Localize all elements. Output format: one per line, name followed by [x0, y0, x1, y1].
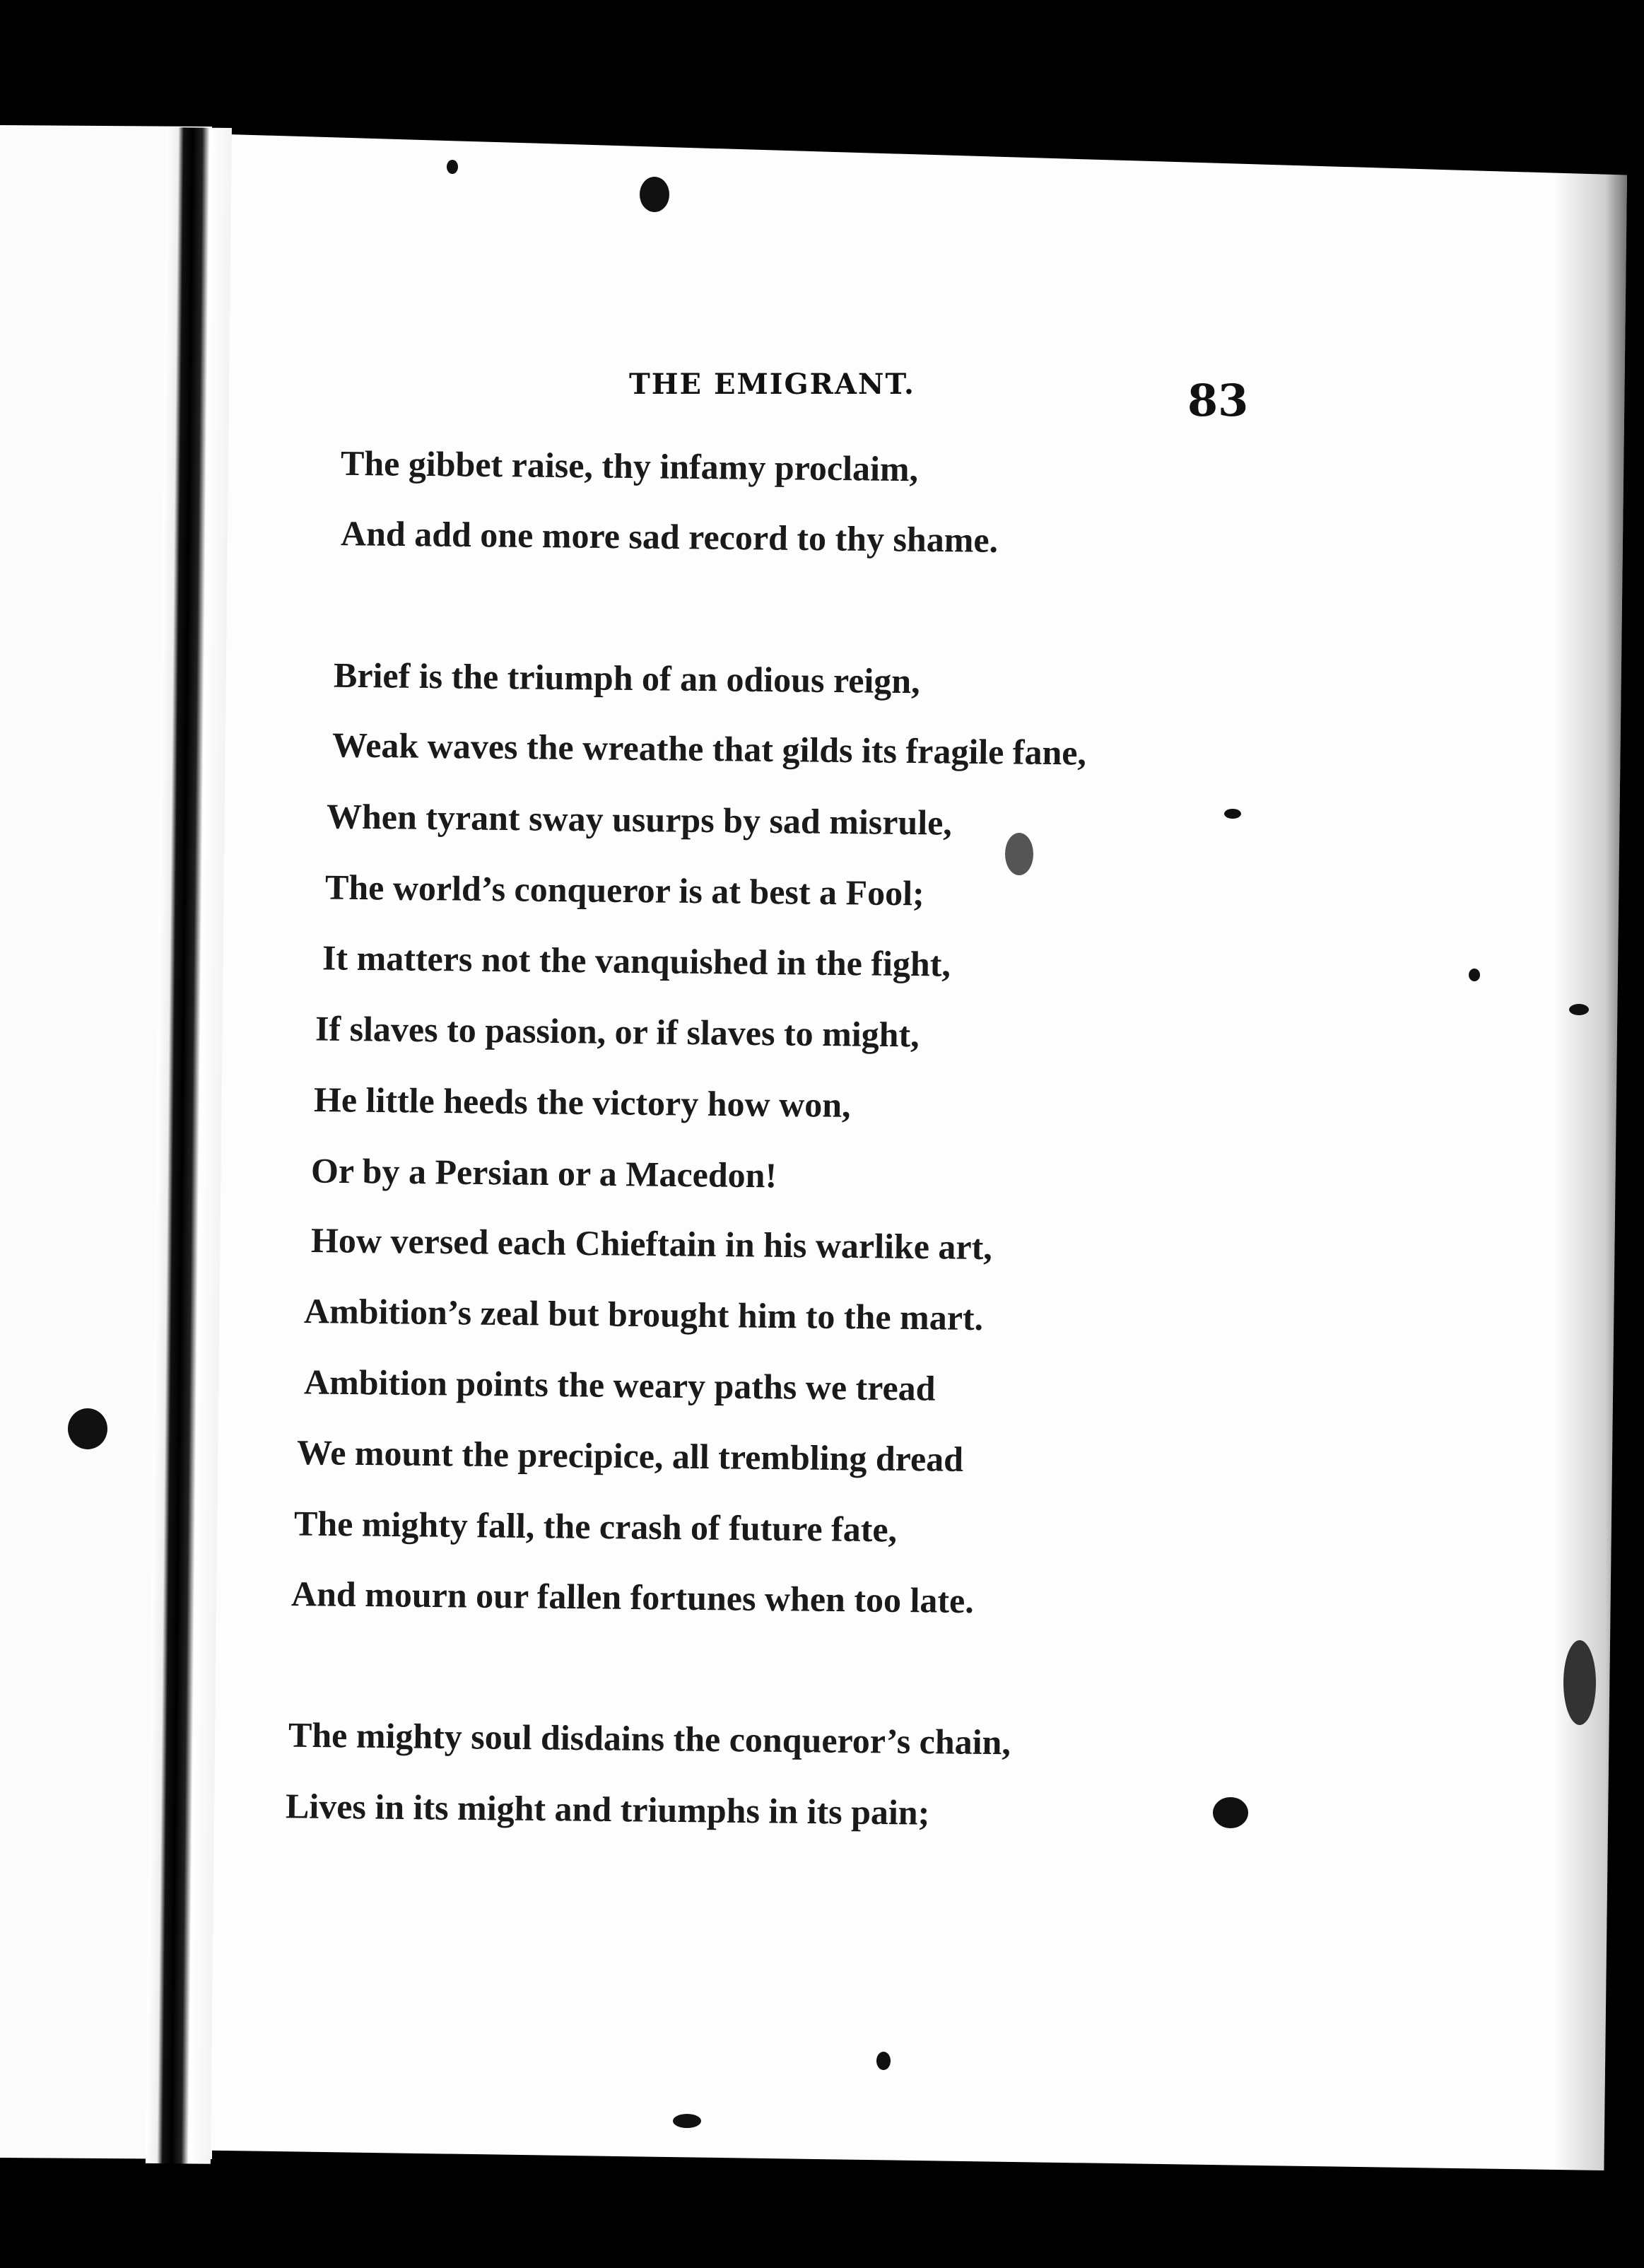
- poem-line: And mourn our fallen fortunes when too late.: [290, 1573, 975, 1621]
- running-title: THE EMIGRANT.: [629, 368, 915, 401]
- poem-line: Lives in its might and triumphs in its pain;: [285, 1786, 930, 1832]
- ink-speck: [447, 160, 458, 174]
- poem-line: Or by a Persian or a Macedon!: [310, 1150, 777, 1196]
- poem-line: The mighty fall, the crash of future fate,: [293, 1503, 898, 1550]
- poem-line: It matters not the vanquished in the fight,: [322, 937, 951, 984]
- poem-line: The mighty soul disdains the conqueror’s chain,: [288, 1714, 1011, 1763]
- ink-speck: [1224, 809, 1241, 819]
- poem-line: How versed each Chieftain in his warlike art,: [310, 1220, 993, 1268]
- ink-speck: [1005, 833, 1033, 875]
- poem-line: If slaves to passion, or if slaves to might,: [315, 1008, 920, 1055]
- ink-speck: [1569, 1004, 1589, 1015]
- ink-speck: [1563, 1640, 1596, 1725]
- poem-line: Ambition points the weary paths we tread: [303, 1362, 936, 1408]
- ink-speck: [876, 2052, 891, 2070]
- poem-line: Weak waves the wreathe that gilds its fragile fane,: [331, 725, 1087, 773]
- poem-line: Ambition’s zeal but brought him to the mart.: [303, 1290, 984, 1338]
- poem-line: We mount the precipice, all trembling dread: [296, 1432, 964, 1479]
- ink-speck: [1469, 969, 1480, 981]
- poem-line: The gibbet raise, thy infamy proclaim,: [340, 443, 919, 489]
- page-number: 83: [1187, 375, 1249, 426]
- poem-line: Brief is the triumph of an odious reign,: [333, 655, 920, 701]
- poem-line: The world’s conqueror is at best a Fool;: [324, 867, 924, 913]
- poem-line: When tyrant sway usurps by sad misrule,: [326, 796, 953, 843]
- ink-speck: [68, 1408, 107, 1449]
- bottom-rule-secondary: [185, 2226, 1644, 2227]
- poem-line: He little heeds the victory how won,: [313, 1080, 851, 1125]
- ink-speck: [640, 177, 669, 212]
- bottom-rule: [185, 2216, 1644, 2219]
- ink-speck: [673, 2114, 701, 2128]
- ink-speck: [1213, 1797, 1248, 1828]
- poem-line: And add one more sad record to thy shame.: [340, 513, 999, 560]
